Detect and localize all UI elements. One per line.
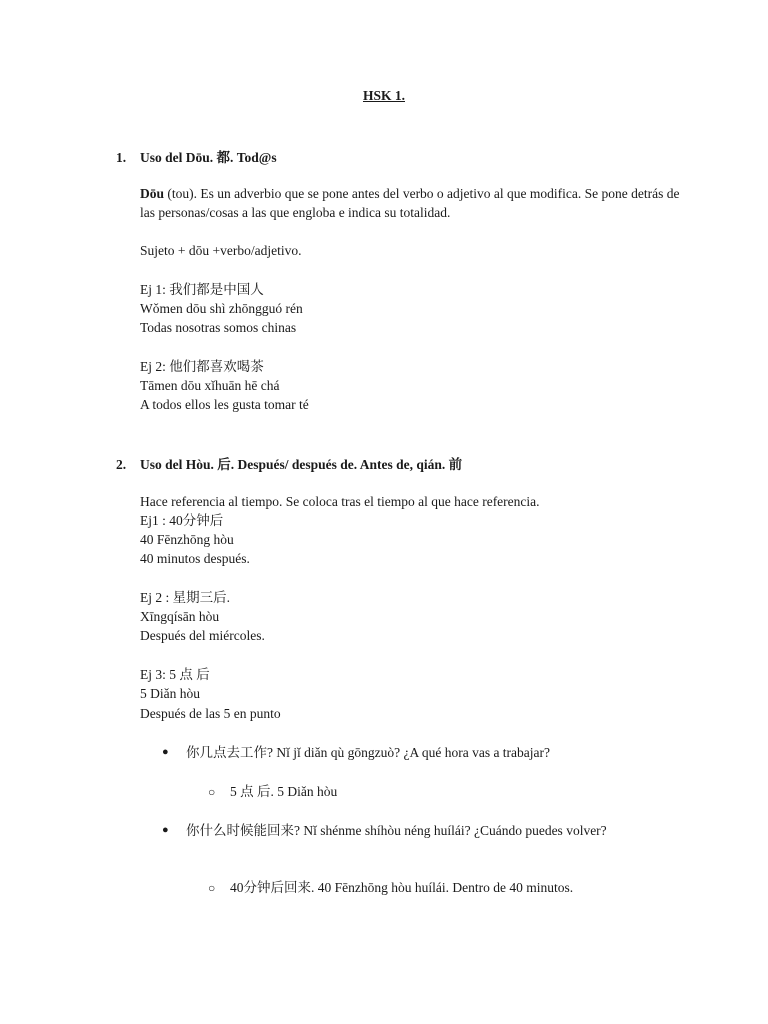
section-2-example-3-pinyin: 5 Diǎn hòu <box>140 686 200 701</box>
sub-bullet-item-2 <box>208 878 573 898</box>
section-2-example-2-chinese: Ej 2 : 星期三后. <box>140 590 230 605</box>
page-title: HSK 1. <box>362 88 405 103</box>
section-1-description-text: (tou). Es un adverbio que se pone antes del verbo o adjetivo al que modifica. Se pone detrás de las personas/cosas a las que engloba e indica su totalidad. <box>140 186 680 220</box>
section-1-heading-text: Uso del Dōu. 都. Tod@s <box>140 150 277 165</box>
section-2-heading <box>116 453 462 473</box>
bullet-item-1 <box>162 743 642 762</box>
sub-bullet-item-2-text: 40分钟后回来. 40 Fēnzhōng hòu huílái. Dentro de 40 minutos. <box>230 880 574 895</box>
section-2-example-3-translation: Después de las 5 en punto <box>140 706 281 721</box>
section-1-example-1-pinyin: Wǒmen dōu shì zhōngguó rén <box>140 301 303 316</box>
bullet-disc-icon: ● <box>162 824 169 836</box>
section-2-number: 2. <box>116 457 127 472</box>
section-1-description <box>140 184 680 222</box>
section-1-structure: Sujeto + dōu +verbo/adjetivo. <box>140 243 302 258</box>
section-1-number: 1. <box>116 150 127 165</box>
section-2-description: Hace referencia al tiempo. Se coloca tras el tiempo al que hace referencia. <box>140 494 540 509</box>
section-1-term: Dōu <box>140 186 165 201</box>
section-2-example-2-pinyin: Xīngqísān hòu <box>140 609 220 624</box>
bullet-item-1-text: 你几点去工作? Nǐ jǐ diǎn qù gōngzuò? ¿A qué hora vas a trabajar? <box>186 745 551 760</box>
sub-bullet-item-1-text: 5 点 后. 5 Diǎn hòu <box>230 784 338 799</box>
bullet-item-2 <box>162 821 642 840</box>
section-1-example-2-pinyin: Tāmen dōu xǐhuān hē chá <box>140 378 280 393</box>
section-1-example-1-chinese: Ej 1: 我们都是中国人 <box>140 282 264 297</box>
sub-bullet-item-1 <box>208 782 337 802</box>
section-2-example-1-translation: 40 minutos después. <box>140 551 250 566</box>
bullet-item-2-text: 你什么时候能回来? Nǐ shénme shíhòu néng huílái? ¿Cuándo puedes volver? <box>186 823 607 838</box>
section-1-example-2-translation: A todos ellos les gusta tomar té <box>140 397 309 412</box>
section-1-example-2-chinese: Ej 2: 他们都喜欢喝茶 <box>140 359 264 374</box>
section-1-heading <box>116 146 277 166</box>
section-1-example-1-translation: Todas nosotras somos chinas <box>140 320 297 335</box>
section-2-heading-text: Uso del Hòu. 后. Después/ después de. Antes de, qián. 前 <box>140 457 463 472</box>
sub-bullet-circle-icon: ○ <box>208 785 216 799</box>
sub-bullet-circle-icon: ○ <box>208 881 216 895</box>
section-2-example-3-chinese: Ej 3: 5 点 后 <box>140 667 210 682</box>
section-2-example-2-translation: Después del miércoles. <box>140 628 265 643</box>
section-2-example-1-chinese: Ej1 : 40分钟后 <box>140 513 224 528</box>
bullet-disc-icon: ● <box>162 746 169 758</box>
section-2-example-1-pinyin: 40 Fēnzhōng hòu <box>140 532 234 547</box>
